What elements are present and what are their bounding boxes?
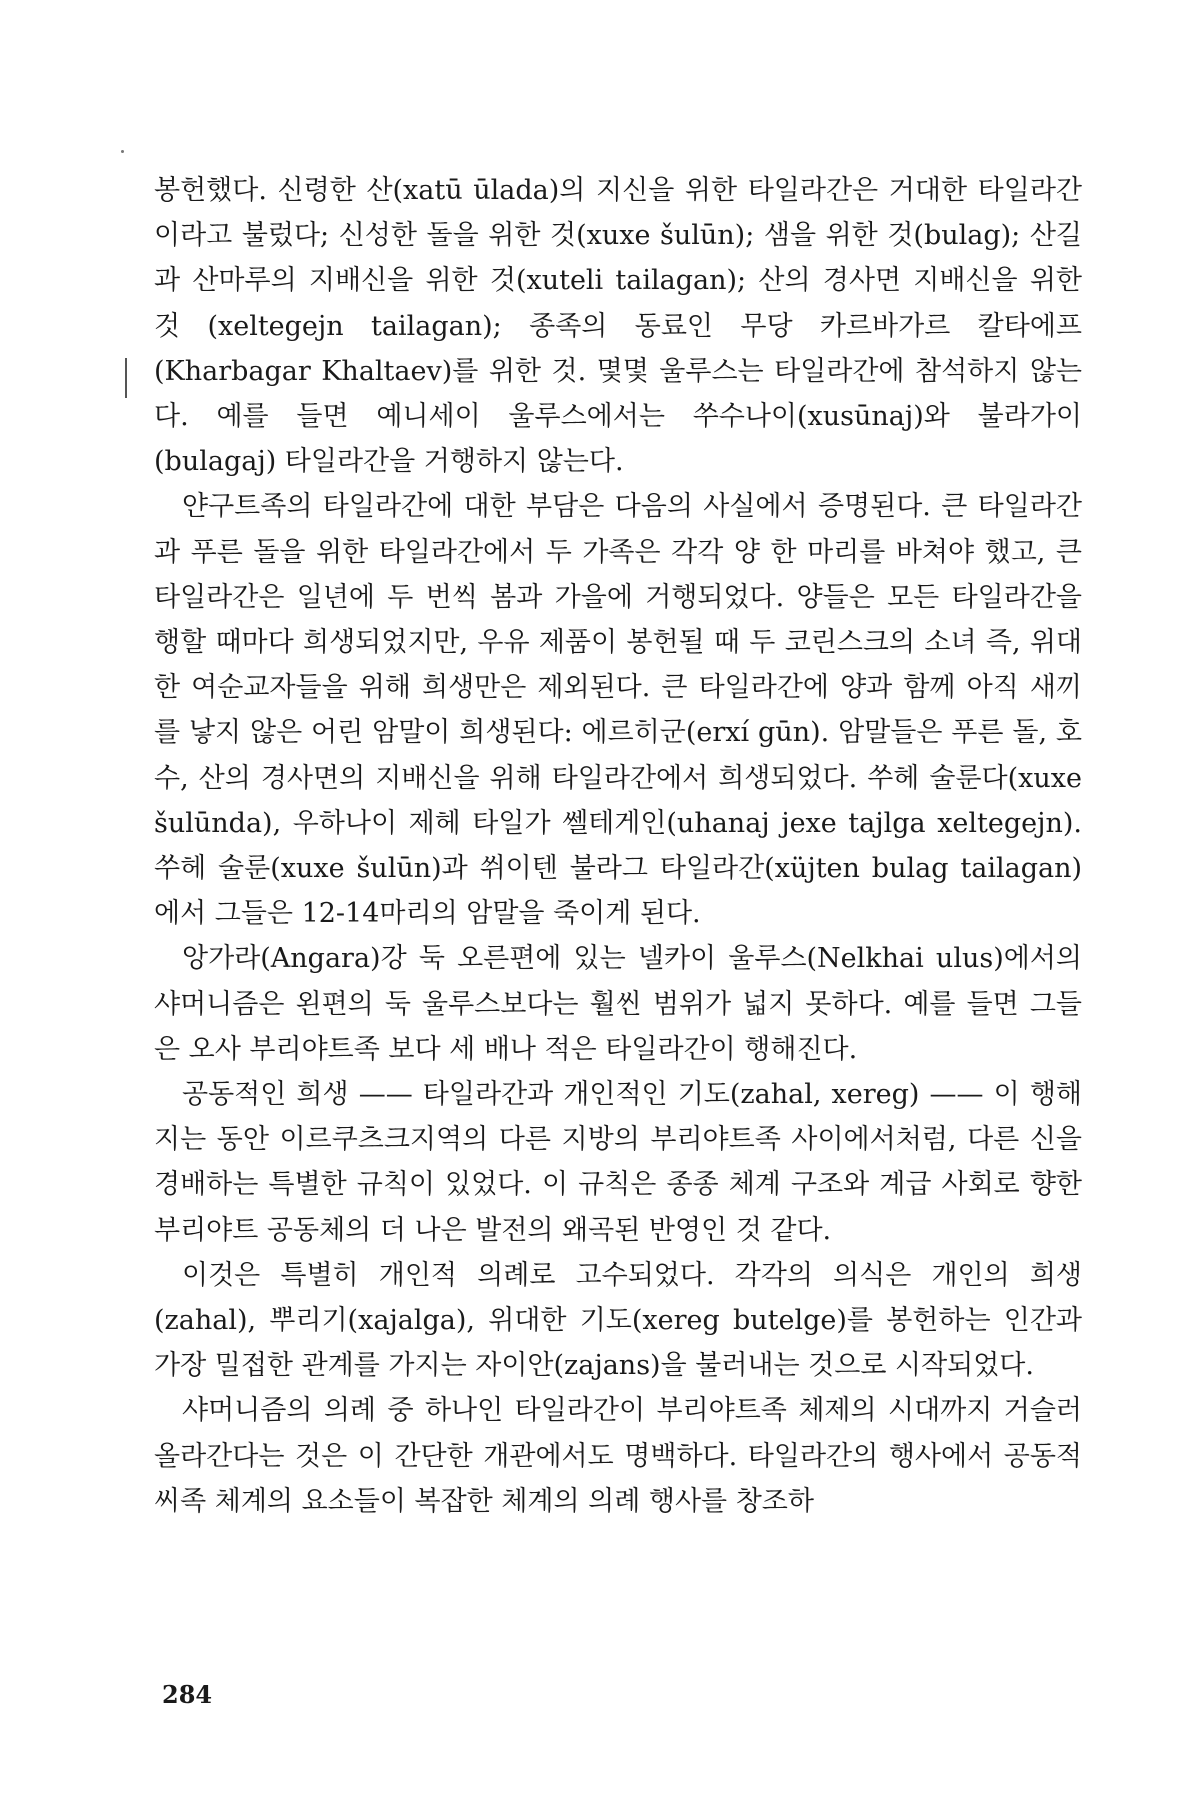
paragraph-continuation: 봉헌했다. 신령한 산(xatū ūlada)의 지신을 위한 타일라간은 거대한 타일라간이라고 불렀다; 신성한 돌을 위한 것(xuxe šulūn); 샘을 위한 것(bulag); 산길과 산마루의 지배신을 위한 것(xuteli tailagan); 산의 경사면 지배신을 위한 것 (xeltegejn tailagan); 종족의 동료인 무당 카르바가르 칼타에프(Kharbagar Khaltaev)를 위한 것. 몇몇 울루스는 타일라간에 참석하지 않는다. 예를 들면 예니세이 울루스에서는 쑤수나이(xusūnaj)와 불라가이(bulagaj) 타일라간을 거행하지 않는다. [154,175,1083,478]
paragraph: 공동적인 희생 —— 타일라간과 개인적인 기도(zahal, xereg) —— 이 행해지는 동안 이르쿠츠크지역의 다른 지방의 부리야트족 사이에서처럼, 다른 신을 경배하는 특별한 규칙이 있었다. 이 규칙은 종종 체계 구조와 계급 사회로 향한 부리야트 공동체의 더 나은 발전의 왜곡된 반영인 것 같다. [154,1079,1082,1246]
paragraph: 이것은 특별히 개인적 의례로 고수되었다. 각각의 의식은 개인의 희생(zahal), 뿌리기(xajalga), 위대한 기도(xereg butelge)를 봉헌하는 인간과 가장 밀접한 관계를 가지는 자이안(zajans)을 불러내는 것으로 시작되었다. [154,1259,1082,1382]
paragraph: 샤머니즘의 의례 중 하나인 타일라간이 부리야트족 체제의 시대까지 거슬러 올라간다는 것은 이 간단한 개관에서도 명백하다. 타일라간의 행사에서 공동적 씨족 체계의 요소들이 복잡한 체계의 의례 행사를 창조하 [154,1395,1082,1517]
margin-line-mark [125,358,127,398]
page-number: 284 [162,1680,213,1709]
margin-dot [121,150,124,153]
body-text [154,168,1082,1524]
paragraph: 앙가라(Angara)강 둑 오른편에 있는 넬카이 울루스(Nelkhai ulus)에서의 샤머니즘은 왼편의 둑 울루스보다는 훨씬 범위가 넓지 못하다. 예를 들면 그들은 오사 부리야트족 보다 세 배나 적은 타일라간이 행해진다. [154,943,1082,1065]
paragraph: 얀구트족의 타일라간에 대한 부담은 다음의 사실에서 증명된다. 큰 타일라간과 푸른 돌을 위한 타일라간에서 두 가족은 각각 양 한 마리를 바쳐야 했고, 큰 타일라간은 일년에 두 번씩 봄과 가을에 거행되었다. 양들은 모든 타일라간을 행할 때마다 희생되었지만, 우유 제품이 봉헌될 때 두 코린스크의 소녀 즉, 위대한 여순교자들을 위해 희생만은 제외된다. 큰 타일라간에 양과 함께 아직 새끼를 낳지 않은 어린 암말이 희생된다: 에르히군(erxí gūn). 암말들은 푸른 돌, 호수, 산의 경사면의 지배신을 위해 타일라간에서 희생되었다. 쑤헤 술룬다(xuxe šulūnda), 우하나이 제헤 타일가 쎌테게인(uhanaj jexe tajlga xeltegejn). 쑤헤 술룬(xuxe šulūn)과 쒸이텐 불라그 타일라간(xüjten bulag tailagan)에서 그들은 12-14마리의 암말을 죽이게 된다. [154,491,1082,930]
